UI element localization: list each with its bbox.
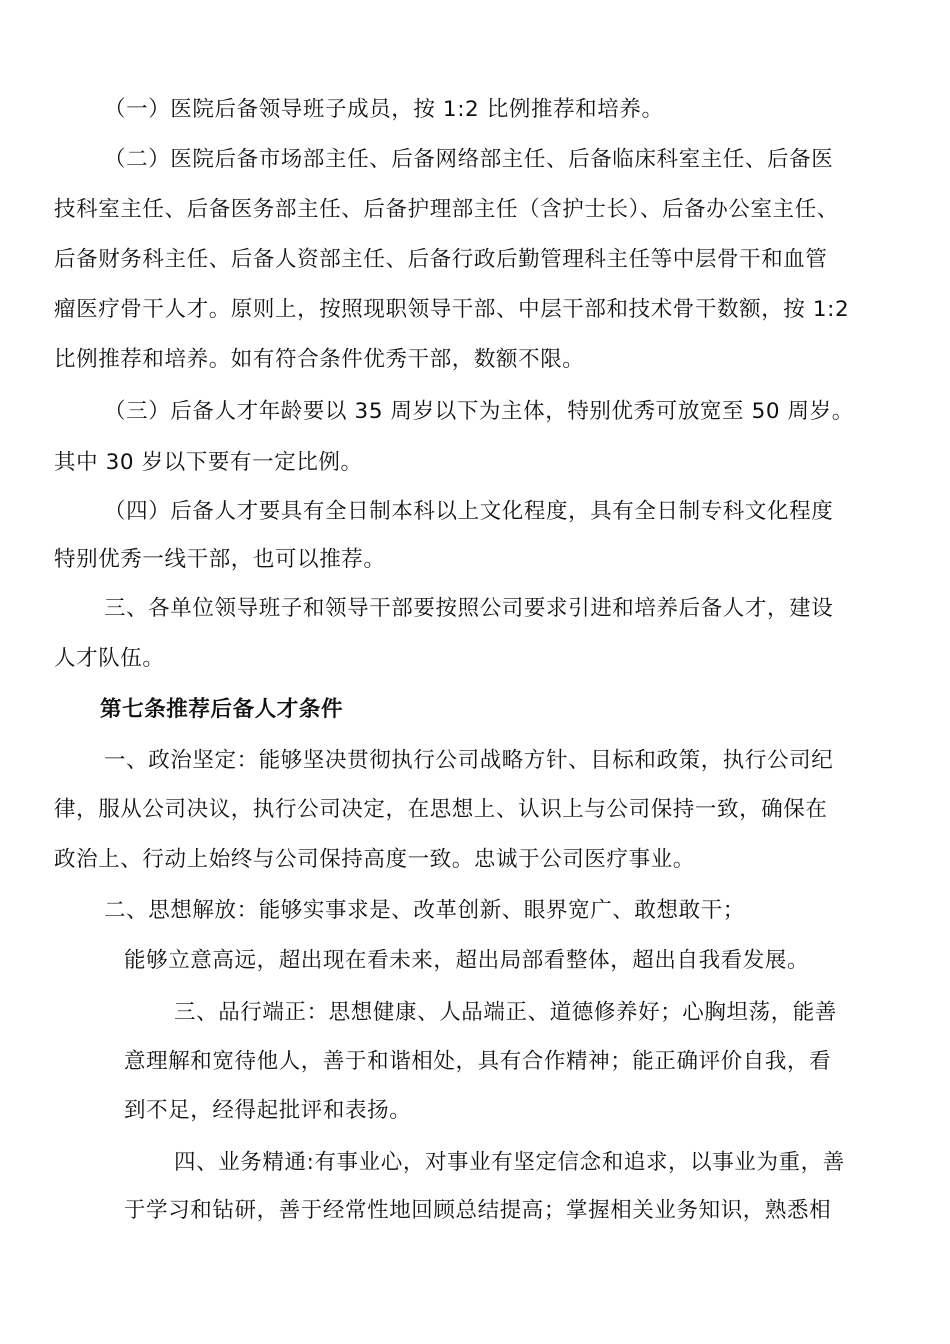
text-line-3: 技科室主任、后备医务部主任、后备护理部主任（含护士长）、后备办公室主任、 bbox=[54, 197, 839, 222]
text-line-15: 律，服从公司决议，执行公司决定，在思想上、认识上与公司保持一致，确保在 bbox=[54, 797, 828, 822]
text-line-19: 三、品行端正：思想健康、人品端正、道德修养好；心胸坦荡，能善 bbox=[174, 1000, 838, 1025]
text-line-18: 能够立意高远，超出现在看未来，超出局部看整体，超出自我看发展。 bbox=[124, 948, 810, 973]
text-line-10: 特别优秀一线干部，也可以推荐。 bbox=[54, 547, 386, 572]
text-line-1: （一）医院后备领导班子成员，按 1:2 比例推荐和培养。 bbox=[104, 97, 664, 122]
section-heading: 第七条推荐后备人才条件 bbox=[100, 697, 344, 722]
text-line-17: 二、思想解放：能够实事求是、改革创新、眼界宽广、敢想敢干； bbox=[104, 898, 745, 923]
text-line-12: 人才队伍。 bbox=[54, 646, 165, 671]
text-line-5: 瘤医疗骨干人才。原则上，按照现职领导干部、中层干部和技术骨干数额，按 1:2 bbox=[54, 297, 850, 322]
text-line-11: 三、各单位领导班子和领导干部要按照公司要求引进和培养后备人才，建设 bbox=[104, 596, 834, 621]
text-line-21: 到不足，经得起批评和表扬。 bbox=[124, 1098, 412, 1123]
text-line-22: 四、业务精通:有事业心，对事业有坚定信念和追求，以事业为重，善 bbox=[174, 1150, 845, 1175]
text-line-2: （二）医院后备市场部主任、后备网络部主任、后备临床科室主任、后备医 bbox=[104, 147, 834, 172]
text-line-9: （四）后备人才要具有全日制本科以上文化程度，具有全日制专科文化程度 bbox=[104, 499, 834, 524]
text-line-7: （三）后备人才年龄要以 35 周岁以下为主体，特别优秀可放宽至 50 周岁。 bbox=[104, 399, 854, 424]
text-line-16: 政治上、行动上始终与公司保持高度一致。忠诚于公司医疗事业。 bbox=[54, 847, 695, 872]
text-line-20: 意理解和宽待他人，善于和谐相处，具有合作精神；能正确评价自我，看 bbox=[124, 1049, 832, 1074]
text-line-6: 比例推荐和培养。如有符合条件优秀干部，数额不限。 bbox=[54, 347, 585, 372]
text-line-4: 后备财务科主任、后备人资部主任、后备行政后勤管理科主任等中层骨干和血管 bbox=[54, 247, 828, 272]
text-line-8: 其中 30 岁以下要有一定比例。 bbox=[54, 450, 363, 475]
text-line-14: 一、政治坚定：能够坚决贯彻执行公司战略方针、目标和政策，执行公司纪 bbox=[104, 748, 834, 773]
text-line-23: 于学习和钻研，善于经常性地回顾总结提高；掌握相关业务知识，熟悉相 bbox=[124, 1198, 832, 1223]
